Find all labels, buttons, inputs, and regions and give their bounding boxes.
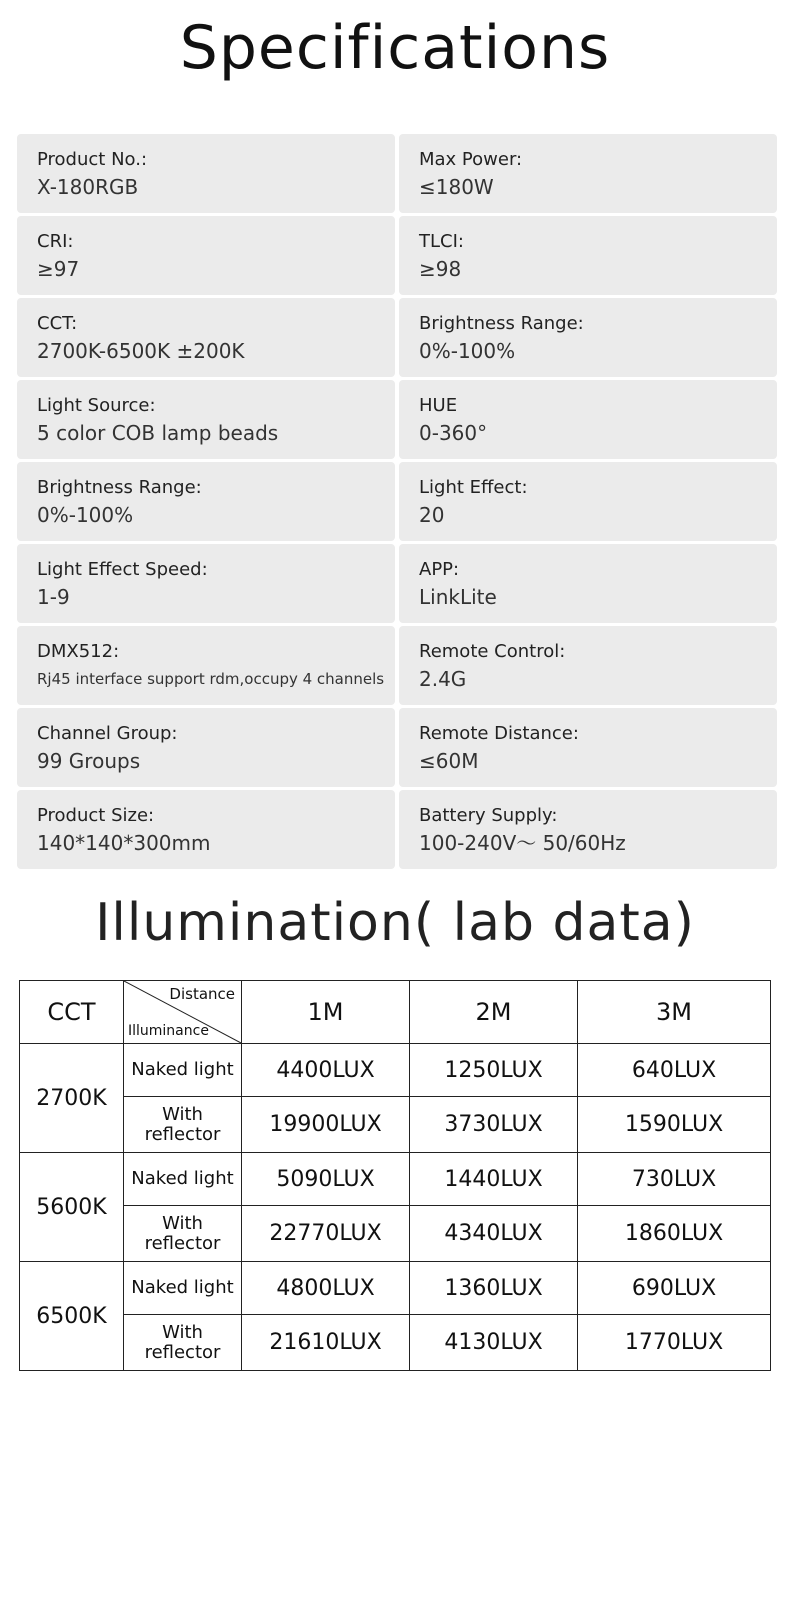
spec-value: 100-240V～ 50/60Hz bbox=[419, 831, 626, 855]
spec-cell-dmx512 bbox=[17, 626, 395, 705]
spec-cell-cct bbox=[17, 298, 395, 377]
spec-label: Battery Supply: bbox=[419, 805, 558, 826]
spec-cell-hue bbox=[399, 380, 777, 459]
lux-cell: 1250LUX bbox=[410, 1044, 578, 1097]
spec-label: Light Effect Speed: bbox=[37, 559, 208, 580]
table-row bbox=[20, 1044, 771, 1097]
cct-cell: 2700K bbox=[20, 1044, 124, 1153]
lux-cell: 4340LUX bbox=[410, 1206, 578, 1262]
spec-value: 140*140*300mm bbox=[37, 831, 211, 855]
header-3m: 3M bbox=[578, 981, 771, 1044]
header-1m: 1M bbox=[242, 981, 410, 1044]
spec-value: ≥97 bbox=[37, 257, 80, 281]
type-cell: Naked light bbox=[124, 1153, 242, 1206]
spec-value: LinkLite bbox=[419, 585, 497, 609]
spec-cell-cri bbox=[17, 216, 395, 295]
spec-label: CCT: bbox=[37, 313, 78, 334]
specifications-grid bbox=[17, 134, 773, 869]
spec-cell-brightness-range bbox=[399, 298, 777, 377]
lux-cell: 1860LUX bbox=[578, 1206, 771, 1262]
spec-label: APP: bbox=[419, 559, 460, 580]
spec-label: Brightness Range: bbox=[37, 477, 202, 498]
type-cell: With reflector bbox=[124, 1097, 242, 1153]
spec-value: ≤180W bbox=[419, 175, 494, 199]
table-row bbox=[20, 1097, 771, 1153]
spec-label: Light Source: bbox=[37, 395, 156, 416]
spec-cell-battery-supply bbox=[399, 790, 777, 869]
header-distance-label: Distance bbox=[169, 985, 235, 1003]
spec-cell-brightness-range-2 bbox=[17, 462, 395, 541]
header-2m: 2M bbox=[410, 981, 578, 1044]
spec-cell-light-source bbox=[17, 380, 395, 459]
table-row bbox=[20, 1153, 771, 1206]
lux-cell: 690LUX bbox=[578, 1262, 771, 1315]
table-header-row bbox=[20, 981, 771, 1044]
spec-value: 2.4G bbox=[419, 667, 467, 691]
lux-cell: 4800LUX bbox=[242, 1262, 410, 1315]
lux-cell: 1360LUX bbox=[410, 1262, 578, 1315]
spec-cell-product-size bbox=[17, 790, 395, 869]
spec-value: X-180RGB bbox=[37, 175, 139, 199]
spec-cell-tlci bbox=[399, 216, 777, 295]
spec-label: Product Size: bbox=[37, 805, 155, 826]
spec-label: Remote Control: bbox=[419, 641, 566, 662]
header-illuminance-label: Illuminance bbox=[128, 1023, 209, 1039]
lux-cell: 4400LUX bbox=[242, 1044, 410, 1097]
illumination-title: Illumination( lab data) bbox=[95, 893, 695, 953]
lux-cell: 4130LUX bbox=[410, 1315, 578, 1371]
lux-cell: 3730LUX bbox=[410, 1097, 578, 1153]
spec-value: 0%-100% bbox=[37, 503, 134, 527]
spec-value: 20 bbox=[419, 503, 445, 527]
spec-label: TLCI: bbox=[419, 231, 464, 252]
spec-label: DMX512: bbox=[37, 641, 120, 662]
header-cct: CCT bbox=[20, 981, 124, 1044]
lux-cell: 730LUX bbox=[578, 1153, 771, 1206]
spec-value: ≤60M bbox=[419, 749, 479, 773]
lux-cell: 5090LUX bbox=[242, 1153, 410, 1206]
type-cell: Naked light bbox=[124, 1262, 242, 1315]
type-cell: Naked light bbox=[124, 1044, 242, 1097]
spec-label: Light Effect: bbox=[419, 477, 528, 498]
spec-label: HUE bbox=[419, 395, 458, 416]
spec-label: Channel Group: bbox=[37, 723, 178, 744]
lux-cell: 1590LUX bbox=[578, 1097, 771, 1153]
lux-cell: 1440LUX bbox=[410, 1153, 578, 1206]
table-row bbox=[20, 1315, 771, 1371]
table-row bbox=[20, 1206, 771, 1262]
spec-value: 5 color COB lamp beads bbox=[37, 421, 279, 445]
type-cell: With reflector bbox=[124, 1315, 242, 1371]
spec-label: Product No.: bbox=[37, 149, 148, 170]
cct-cell: 5600K bbox=[20, 1153, 124, 1262]
spec-cell-app bbox=[399, 544, 777, 623]
lux-cell: 22770LUX bbox=[242, 1206, 410, 1262]
spec-cell-light-effect-speed bbox=[17, 544, 395, 623]
spec-value: ≥98 bbox=[419, 257, 462, 281]
spec-cell-channel-group bbox=[17, 708, 395, 787]
spec-value: 0-360° bbox=[419, 421, 488, 445]
spec-cell-remote-distance bbox=[399, 708, 777, 787]
cct-cell: 6500K bbox=[20, 1262, 124, 1371]
spec-label: Brightness Range: bbox=[419, 313, 584, 334]
spec-value: Rj45 interface support rdm,occupy 4 channels bbox=[37, 670, 385, 688]
lux-cell: 1770LUX bbox=[578, 1315, 771, 1371]
spec-value: 1-9 bbox=[37, 585, 70, 609]
lux-cell: 21610LUX bbox=[242, 1315, 410, 1371]
spec-cell-product-no bbox=[17, 134, 395, 213]
spec-cell-remote-control bbox=[399, 626, 777, 705]
lux-cell: 640LUX bbox=[578, 1044, 771, 1097]
spec-label: Max Power: bbox=[419, 149, 523, 170]
header-diagonal-cell bbox=[124, 981, 242, 1044]
spec-cell-light-effect bbox=[399, 462, 777, 541]
lux-cell: 19900LUX bbox=[242, 1097, 410, 1153]
specifications-title: Specifications bbox=[179, 13, 611, 83]
table-row bbox=[20, 1262, 771, 1315]
spec-value: 0%-100% bbox=[419, 339, 516, 363]
spec-value: 99 Groups bbox=[37, 749, 141, 773]
type-cell: With reflector bbox=[124, 1206, 242, 1262]
spec-label: CRI: bbox=[37, 231, 74, 252]
spec-value: 2700K-6500K ±200K bbox=[37, 339, 245, 363]
spec-label: Remote Distance: bbox=[419, 723, 579, 744]
illumination-table bbox=[19, 980, 771, 1371]
spec-cell-max-power bbox=[399, 134, 777, 213]
